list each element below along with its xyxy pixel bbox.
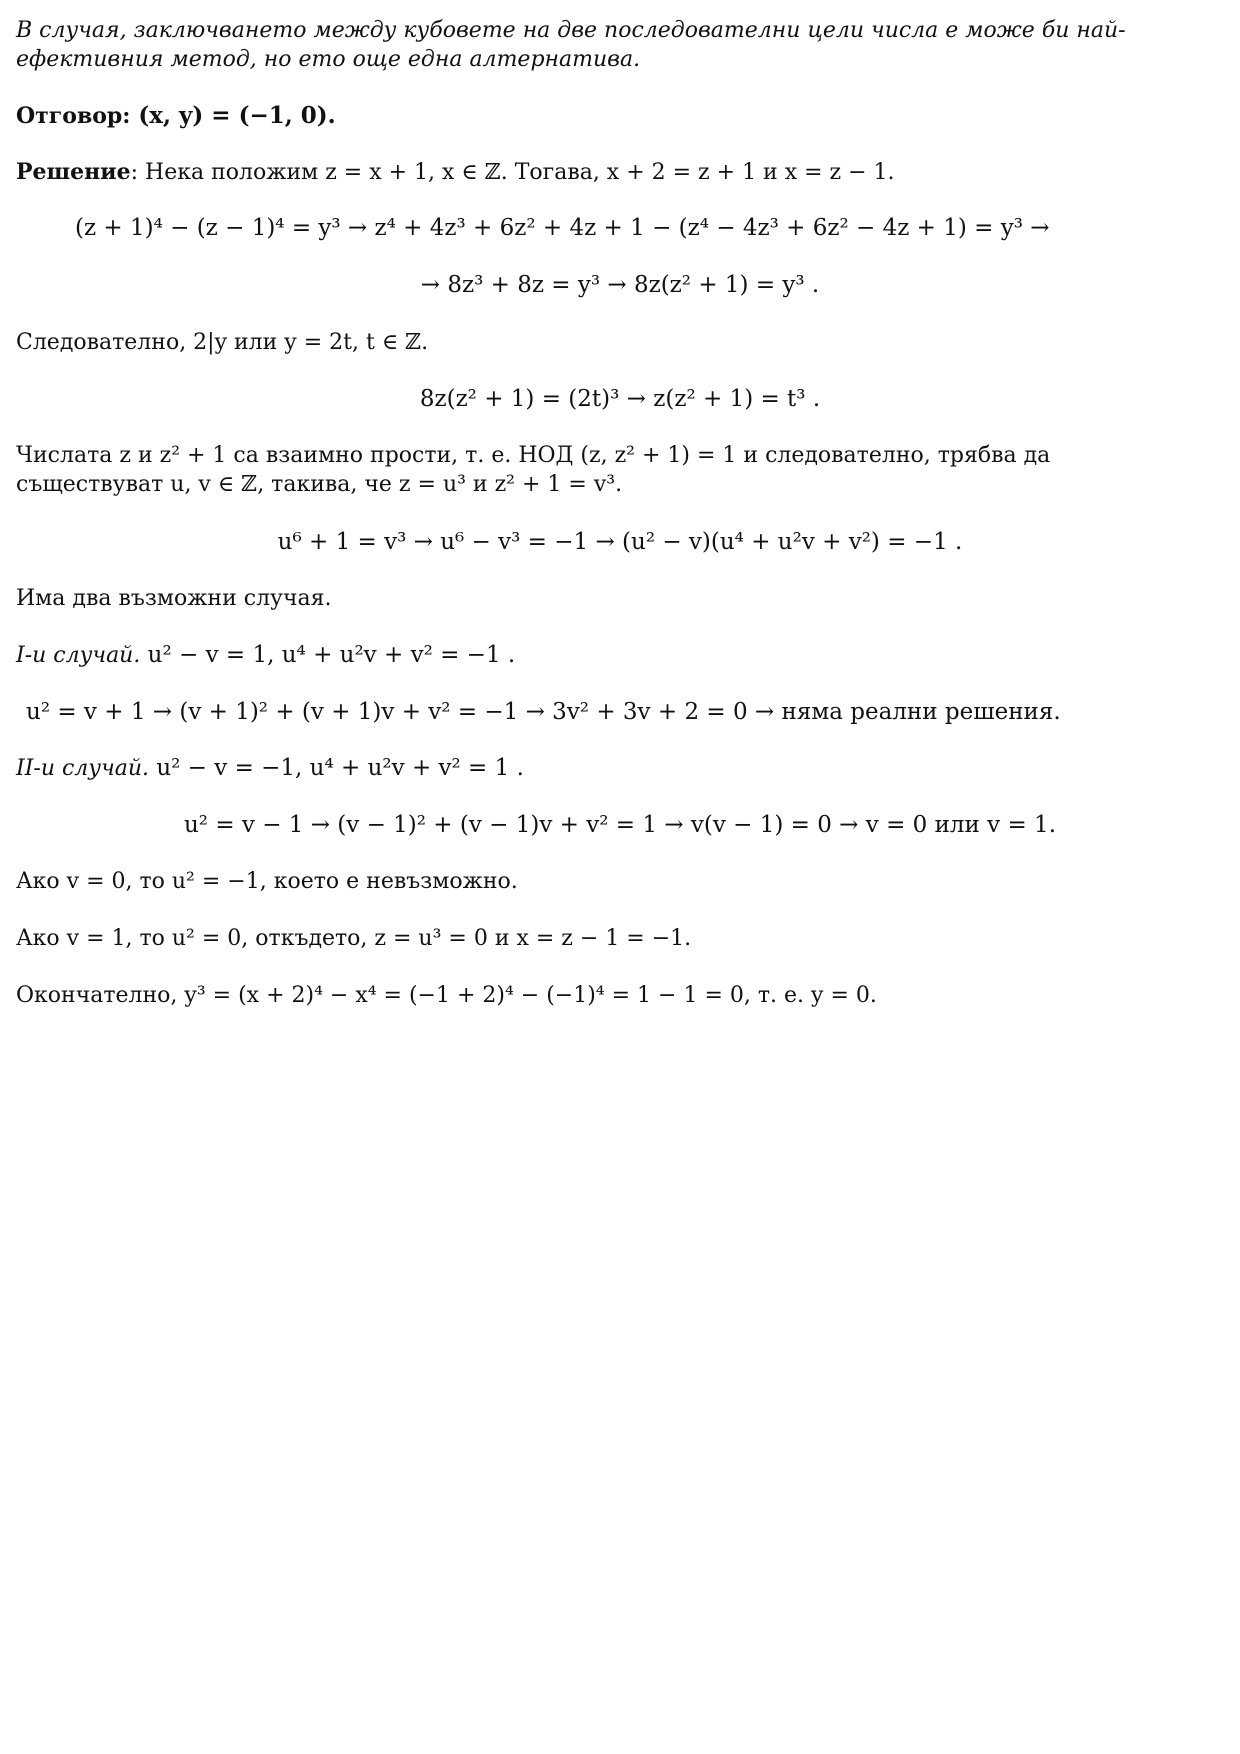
- intro-line-2: ефективния метод, но ето още една алтернатива.: [16, 47, 641, 72]
- equation-case-2: u² = v − 1 → (v − 1)² + (v − 1)v + v² = 1 → v(v − 1) = 0 → v = 0 или v = 1.: [183, 812, 1057, 838]
- two-cases-line: Има два възможни случая.: [16, 586, 332, 611]
- coprime-line-2: съществуват u, v ∈ ℤ, такива, че z = u³ и z² + 1 = v³.: [16, 472, 623, 497]
- if-v-one-line: Ако v = 1, то u² = 0, откъдето, z = u³ = 0 и x = z − 1 = −1.: [16, 926, 692, 951]
- consequently-line: Следователно, 2|y или y = 2t, t ∈ ℤ.: [16, 330, 429, 355]
- intro-line-1: В случая, заключването между кубовете на две последователни цели числа е може би най-: [16, 18, 1126, 43]
- solution-line: [16, 157, 895, 188]
- solution-label: Решение: [16, 159, 131, 185]
- equation-factorization: u⁶ + 1 = v³ → u⁶ − v³ = −1 → (u² − v)(u⁴ + u²v + v²) = −1 .: [277, 529, 963, 555]
- final-line: Окончателно, y³ = (x + 2)⁴ − x⁴ = (−1 + 2)⁴ − (−1)⁴ = 1 − 1 = 0, т. е. y = 0.: [16, 983, 877, 1008]
- equation-expansion: (z + 1)⁴ − (z − 1)⁴ = y³ → z⁴ + 4z³ + 6z² + 4z + 1 − (z⁴ − 4z³ + 6z² − 4z + 1) = y³ →: [75, 215, 1050, 241]
- equation-case-1: u² = v + 1 → (v + 1)² + (v + 1)v + v² = −1 → 3v² + 3v + 2 = 0 → няма реални решения.: [26, 699, 1061, 725]
- solution-text: : Нека положим z = x + 1, x ∈ ℤ. Тогава, x + 2 = z + 1 и x = z − 1.: [130, 160, 895, 185]
- coprime-line-1: Числата z и z² + 1 са взаимно прости, т. е. НОД (z, z² + 1) = 1 и следователно, трябва да: [16, 443, 1051, 468]
- case-2-line: [16, 753, 524, 784]
- equation-simplified: → 8z³ + 8z = y³ → 8z(z² + 1) = y³ .: [420, 272, 820, 298]
- case-2-label: II-и случай.: [16, 756, 150, 781]
- case-1-text: u² − v = 1, u⁴ + u²v + v² = −1 .: [140, 642, 516, 668]
- answer-label: Отговор:: [16, 103, 131, 129]
- case-2-text: u² − v = −1, u⁴ + u²v + v² = 1 .: [149, 755, 524, 781]
- answer-value: (x, y) = (−1, 0).: [130, 102, 336, 129]
- answer-line: [16, 101, 336, 132]
- if-v-zero-line: Ако v = 0, то u² = −1, което е невъзможно.: [16, 869, 518, 894]
- case-1-line: [16, 640, 515, 671]
- equation-substitution: 8z(z² + 1) = (2t)³ → z(z² + 1) = t³ .: [419, 386, 821, 412]
- case-1-label: I-и случай.: [16, 643, 141, 668]
